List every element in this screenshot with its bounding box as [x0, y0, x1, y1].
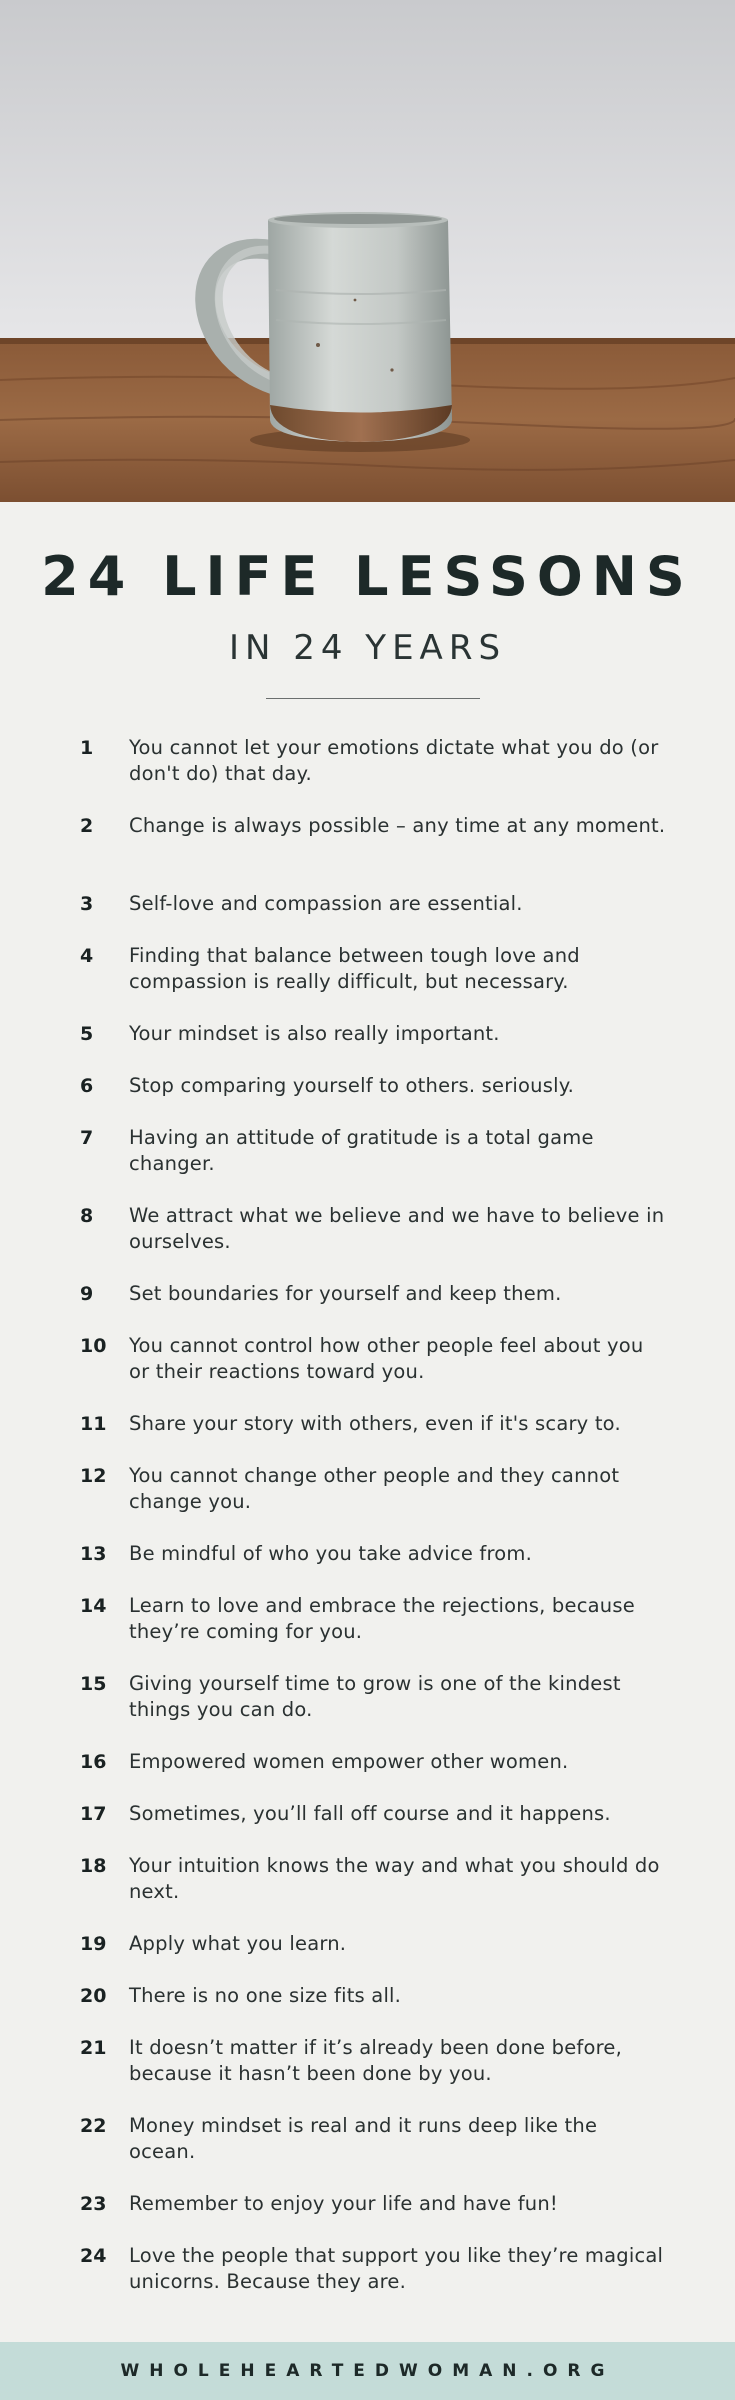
lesson-text: Be mindful of who you take advice from. — [129, 1542, 532, 1565]
lesson-item — [0, 1406, 735, 1466]
lesson-number: 19 — [80, 1933, 107, 1955]
lesson-text: Learn to love and embrace the rejections, because they’re coming for you. — [129, 1594, 635, 1643]
lesson-item — [0, 886, 735, 946]
lesson-text: Love the people that support you like they’re magical unicorns. Because they are. — [129, 2244, 664, 2293]
lesson-number: 18 — [80, 1855, 107, 1877]
lesson-item — [0, 1458, 735, 1518]
lesson-number: 24 — [80, 2245, 107, 2267]
website-link[interactable]: WHOLEHEARTEDWOMAN.ORG — [120, 2361, 615, 2381]
lesson-item — [0, 1978, 735, 2038]
lesson-text: Self-love and compassion are essential. — [129, 892, 523, 915]
hero-photo — [0, 0, 735, 502]
lesson-item — [0, 730, 735, 790]
lesson-item — [0, 1016, 735, 1076]
lesson-number: 7 — [80, 1127, 94, 1149]
lesson-text: There is no one size fits all. — [129, 1984, 402, 2007]
lesson-item — [0, 2030, 735, 2090]
lesson-number: 15 — [80, 1673, 107, 1695]
lesson-number: 13 — [80, 1543, 107, 1565]
lesson-item — [0, 1536, 735, 1596]
page-title: 24 LIFE LESSONS — [41, 545, 694, 608]
lesson-text: Your mindset is also really important. — [129, 1022, 500, 1045]
lesson-text: You cannot let your emotions dictate what you do (or don't do) that day. — [129, 736, 659, 785]
lesson-number: 3 — [80, 893, 94, 915]
lesson-item — [0, 1068, 735, 1128]
lesson-number: 17 — [80, 1803, 107, 1825]
lesson-item — [0, 938, 735, 998]
lesson-text: Sometimes, you’ll fall off course and it happens. — [129, 1802, 611, 1825]
mug-on-table-image — [0, 0, 735, 502]
title-divider — [266, 698, 480, 699]
lesson-number: 5 — [80, 1023, 94, 1045]
lesson-number: 20 — [80, 1985, 107, 2007]
lesson-item — [0, 1848, 735, 1908]
lesson-number: 10 — [80, 1335, 107, 1357]
lesson-text: Having an attitude of gratitude is a total game changer. — [129, 1126, 594, 1175]
lesson-number: 14 — [80, 1595, 107, 1617]
lesson-text: Change is always possible – any time at any moment. — [129, 814, 666, 837]
lesson-number: 2 — [80, 815, 94, 837]
footer-band — [0, 2342, 735, 2400]
lesson-text: Money mindset is real and it runs deep like the ocean. — [129, 2114, 598, 2163]
lesson-item — [0, 1796, 735, 1856]
lesson-text: Your intuition knows the way and what you should do next. — [129, 1854, 660, 1903]
lesson-number: 9 — [80, 1283, 94, 1305]
lesson-text: Giving yourself time to grow is one of the kindest things you can do. — [129, 1672, 621, 1721]
lesson-text: We attract what we believe and we have to believe in ourselves. — [129, 1204, 665, 1253]
lesson-number: 1 — [80, 737, 94, 759]
lesson-text: Finding that balance between tough love and compassion is really difficult, but necessary. — [129, 944, 580, 993]
lesson-text: Stop comparing yourself to others. seriously. — [129, 1074, 575, 1097]
lesson-item — [0, 1744, 735, 1804]
lesson-text: You cannot control how other people feel about you or their reactions toward you. — [129, 1334, 644, 1383]
lesson-number: 16 — [80, 1751, 107, 1773]
lesson-item — [0, 808, 735, 868]
lesson-text: Remember to enjoy your life and have fun! — [129, 2192, 558, 2215]
lesson-item — [0, 2108, 735, 2168]
lesson-text: Share your story with others, even if it's scary to. — [129, 1412, 621, 1435]
lesson-number: 8 — [80, 1205, 94, 1227]
lesson-number: 11 — [80, 1413, 107, 1435]
lesson-text: It doesn’t matter if it’s already been done before, because it hasn’t been done by you. — [129, 2036, 622, 2085]
lesson-item — [0, 1276, 735, 1336]
lesson-text: Set boundaries for yourself and keep them. — [129, 1282, 562, 1305]
lesson-text: You cannot change other people and they cannot change you. — [129, 1464, 620, 1513]
lesson-item — [0, 1120, 735, 1180]
lesson-item — [0, 1666, 735, 1726]
lesson-item — [0, 2186, 735, 2246]
lesson-item — [0, 2238, 735, 2298]
lesson-text: Apply what you learn. — [129, 1932, 347, 1955]
lesson-item — [0, 1198, 735, 1258]
lesson-number: 22 — [80, 2115, 107, 2137]
lesson-number: 6 — [80, 1075, 94, 1097]
lesson-item — [0, 1328, 735, 1388]
page-subtitle: IN 24 YEARS — [228, 628, 507, 668]
lesson-item — [0, 1588, 735, 1648]
lesson-item — [0, 1926, 735, 1986]
lesson-number: 4 — [80, 945, 94, 967]
lesson-number: 12 — [80, 1465, 107, 1487]
lesson-number: 21 — [80, 2037, 107, 2059]
lesson-number: 23 — [80, 2193, 107, 2215]
lesson-text: Empowered women empower other women. — [129, 1750, 569, 1773]
